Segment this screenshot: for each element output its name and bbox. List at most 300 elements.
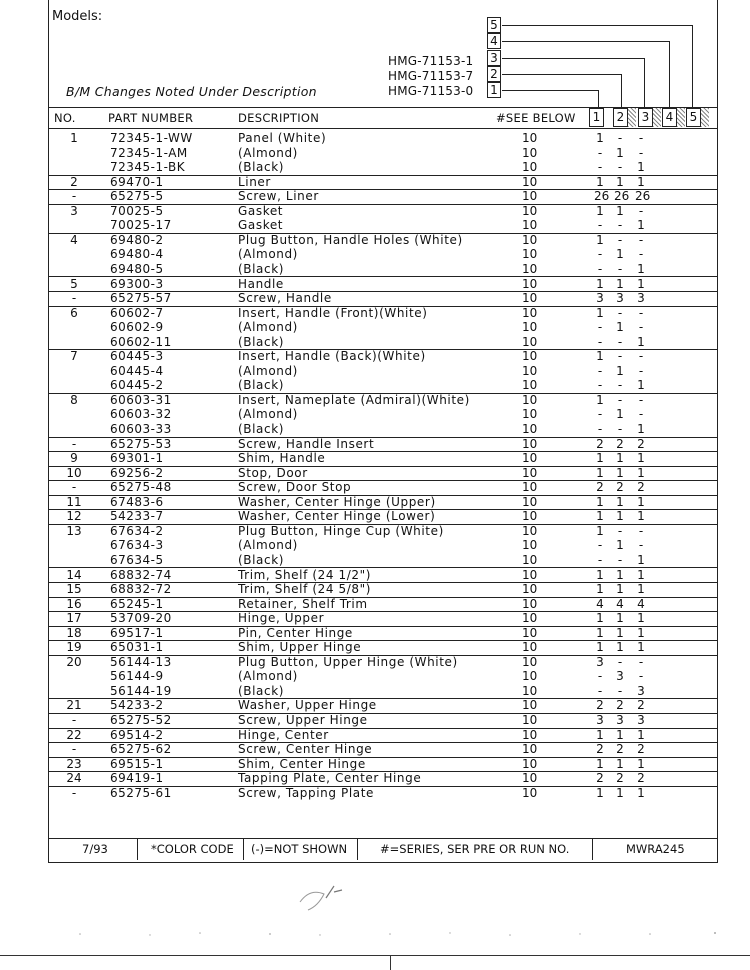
table-row (48, 669, 717, 684)
item-number: - (71, 480, 77, 495)
series-1-qty: - (597, 538, 603, 553)
series-box-4: 4 (662, 108, 677, 127)
part-number: 67634-2 (110, 523, 164, 538)
series-3-qty: 1 (637, 276, 645, 291)
series-3-qty: - (638, 203, 644, 218)
series-3-qty: 1 (637, 334, 645, 349)
series-1-qty: 1 (596, 131, 604, 145)
see-below-value: 10 (522, 363, 538, 378)
see-below-value: 10 (522, 785, 538, 800)
series-3-qty: - (638, 131, 644, 145)
part-description: (Black) (238, 422, 285, 436)
series-1-qty: 3 (596, 713, 604, 727)
series-3-qty: - (638, 654, 644, 669)
series-3-qty: - (638, 145, 644, 160)
series-3-qty: - (638, 669, 644, 684)
series-2-qty: - (617, 378, 623, 393)
series-1-qty: 1 (596, 465, 604, 480)
part-number: 60602-7 (110, 305, 164, 320)
series-3-qty: 1 (637, 625, 645, 640)
header-bottom-rule (48, 128, 717, 129)
series-1-qty: 2 (596, 698, 604, 713)
series-3-qty: 2 (637, 771, 645, 786)
series-1-qty: - (597, 160, 603, 175)
table-row (48, 568, 717, 584)
item-number: 23 (66, 756, 82, 771)
series-2-qty: 2 (616, 480, 624, 495)
part-number: 54233-2 (110, 698, 164, 713)
item-number: 11 (66, 494, 82, 509)
series-2-qty: 1 (616, 567, 624, 582)
table-row (48, 175, 717, 191)
see-below-value: 10 (522, 698, 538, 713)
part-number: 60445-3 (110, 349, 164, 364)
series-2-qty: - (617, 654, 623, 669)
series-3-qty: 1 (637, 567, 645, 582)
part-number: 69514-2 (110, 727, 164, 742)
series-2-qty: 1 (616, 407, 624, 422)
part-number: 69480-4 (110, 247, 164, 262)
part-number: 69480-2 (110, 232, 164, 247)
part-number: 56144-13 (110, 654, 172, 669)
table-row (48, 771, 717, 787)
col-header-see-below: #SEE BELOW (496, 111, 576, 125)
table-row (48, 451, 717, 467)
table-row (48, 349, 717, 364)
series-3-qty: 1 (637, 160, 645, 175)
table-row (48, 262, 717, 278)
part-description: Insert, Nameplate (Admiral)(White) (238, 392, 470, 407)
part-number: 70025-17 (110, 218, 172, 233)
series-2-qty: 1 (616, 203, 624, 218)
item-number: - (71, 785, 77, 800)
see-below-value: 10 (522, 742, 538, 757)
part-number: 69517-1 (110, 625, 164, 640)
see-below-value: 10 (522, 305, 538, 320)
table-row (48, 422, 717, 438)
part-number: 69301-1 (110, 451, 164, 466)
series-3-qty: 1 (637, 785, 645, 800)
leader-line-5 (502, 25, 692, 26)
part-number: 68832-72 (110, 582, 172, 597)
leader-line-3 (502, 58, 644, 59)
series-3-qty: 26 (635, 189, 651, 204)
part-description: Screw, Center Hinge (238, 742, 373, 757)
series-3-qty: - (638, 247, 644, 262)
series-1-qty: - (597, 334, 603, 349)
part-number: 65275-5 (110, 189, 164, 204)
item-number: - (71, 436, 77, 451)
series-3-qty: - (638, 538, 644, 553)
part-description: Plug Button, Upper Hinge (White) (238, 654, 458, 669)
series-1-qty: 1 (596, 567, 604, 582)
table-row (48, 407, 717, 422)
series-1-qty: 4 (596, 596, 604, 611)
scan-noise (60, 930, 730, 938)
part-description: Hinge, Center (238, 727, 329, 742)
see-below-value: 10 (522, 523, 538, 538)
table-row (48, 538, 717, 553)
series-1-qty: 1 (596, 494, 604, 509)
item-number: 2 (70, 174, 78, 189)
see-below-value: 10 (522, 334, 538, 349)
item-number: 15 (66, 582, 82, 597)
leader-line-1 (502, 90, 598, 91)
series-2-qty: 1 (616, 756, 624, 771)
part-description: Screw, Handle (238, 291, 332, 306)
see-below-value: 10 (522, 422, 538, 436)
part-description: Plug Button, Hinge Cup (White) (238, 523, 444, 538)
bm-changes-note: B/M Changes Noted Under Description (66, 84, 317, 99)
see-below-value: 10 (522, 276, 538, 291)
series-3-qty: - (638, 407, 644, 422)
footer-divider (243, 838, 244, 860)
part-description: Insert, Handle (Front)(White) (238, 305, 428, 320)
series-2-qty: 1 (616, 145, 624, 160)
table-row (48, 728, 717, 744)
see-below-value: 10 (522, 756, 538, 771)
series-2-qty: 3 (616, 291, 624, 306)
part-number: 65275-57 (110, 291, 172, 306)
part-description: Tapping Plate, Center Hinge (238, 771, 422, 786)
series-2-qty: 1 (616, 174, 624, 189)
see-below-value: 10 (522, 218, 538, 233)
model-box-3: 3 (487, 50, 501, 66)
part-description: (Almond) (238, 363, 298, 378)
model-box-5: 5 (487, 17, 501, 33)
part-number: 60603-31 (110, 392, 172, 407)
item-number: 7 (70, 349, 78, 364)
series-3-qty: - (638, 320, 644, 335)
see-below-value: 10 (522, 261, 538, 276)
see-below-value: 10 (522, 727, 538, 742)
table-row (48, 786, 717, 801)
series-2-qty: 1 (616, 611, 624, 626)
see-below-value: 10 (522, 640, 538, 655)
see-below-value: 10 (522, 378, 538, 393)
part-number: 65031-1 (110, 640, 164, 655)
series-3-qty: 1 (637, 582, 645, 597)
item-number: - (71, 742, 77, 757)
series-shading (628, 108, 636, 127)
leader-drop-4 (669, 41, 670, 108)
table-row (48, 582, 717, 598)
series-1-qty: 2 (596, 771, 604, 786)
series-1-qty: 3 (596, 654, 604, 669)
item-number: 6 (70, 305, 78, 320)
part-description: Trim, Shelf (24 1/2") (238, 567, 372, 582)
models-label: Models: (52, 9, 103, 24)
series-3-qty: 2 (637, 480, 645, 495)
series-2-qty: 4 (616, 596, 624, 611)
part-number: 60602-11 (110, 334, 172, 349)
series-box-3: 3 (638, 108, 653, 127)
series-2-qty: 1 (616, 640, 624, 655)
part-number: 67634-3 (110, 538, 164, 553)
series-2-qty: - (617, 232, 623, 247)
part-description: (Black) (238, 683, 285, 698)
part-number: 60603-32 (110, 407, 172, 422)
footer-series-note: #=SERIES, SER PRE OR RUN NO. (380, 842, 570, 856)
see-below-value: 10 (522, 465, 538, 480)
see-below-value: 10 (522, 160, 538, 175)
series-2-qty: 1 (616, 320, 624, 335)
series-2-qty: 1 (616, 509, 624, 524)
series-1-qty: 1 (596, 392, 604, 407)
table-row (48, 160, 717, 176)
series-1-qty: - (597, 145, 603, 160)
see-below-value: 10 (522, 669, 538, 684)
series-2-qty: - (617, 523, 623, 538)
part-number: 65275-62 (110, 742, 172, 757)
col-header-no: NO. (54, 111, 76, 125)
item-number: 17 (66, 611, 82, 626)
series-3-qty: 1 (637, 509, 645, 524)
table-row (48, 364, 717, 379)
series-1-qty: - (597, 683, 603, 698)
table-row (48, 553, 717, 569)
see-below-value: 10 (522, 247, 538, 262)
item-number: - (71, 291, 77, 306)
series-3-qty: 3 (637, 683, 645, 698)
table-row (48, 597, 717, 613)
item-number: 21 (66, 698, 82, 713)
series-2-qty: - (617, 552, 623, 567)
part-description: (Almond) (238, 247, 298, 262)
part-description: Screw, Liner (238, 189, 319, 204)
see-below-value: 10 (522, 713, 538, 727)
series-3-qty: - (638, 392, 644, 407)
series-3-qty: 1 (637, 756, 645, 771)
series-3-qty: 1 (637, 378, 645, 393)
series-2-qty: 1 (616, 451, 624, 466)
series-1-qty: 1 (596, 305, 604, 320)
series-1-qty: 1 (596, 276, 604, 291)
item-number: - (71, 713, 77, 727)
part-description: Insert, Handle (Back)(White) (238, 349, 426, 364)
part-description: Screw, Handle Insert (238, 436, 375, 451)
series-1-qty: 1 (596, 232, 604, 247)
series-2-qty: 2 (616, 698, 624, 713)
table-row (48, 146, 717, 161)
model-box-1: 1 (487, 82, 501, 98)
table-row (48, 131, 717, 146)
series-shading (653, 108, 661, 127)
part-description: (Black) (238, 378, 285, 393)
part-number: 69515-1 (110, 756, 164, 771)
part-number: 68832-74 (110, 567, 172, 582)
series-1-qty: - (597, 422, 603, 436)
series-3-qty: 2 (637, 698, 645, 713)
part-description: (Black) (238, 261, 285, 276)
part-number: 65275-52 (110, 713, 172, 727)
table-row (48, 335, 717, 351)
see-below-value: 10 (522, 145, 538, 160)
series-3-qty: 1 (637, 727, 645, 742)
series-3-qty: 1 (637, 451, 645, 466)
see-below-value: 10 (522, 596, 538, 611)
part-description: Plug Button, Handle Holes (White) (238, 232, 463, 247)
series-1-qty: - (597, 407, 603, 422)
part-description: (Almond) (238, 320, 298, 335)
series-2-qty: 1 (616, 494, 624, 509)
item-number: 4 (70, 232, 78, 247)
part-number: 53709-20 (110, 611, 172, 626)
see-below-value: 10 (522, 232, 538, 247)
model-number: HMG-71153-0 (388, 84, 474, 98)
series-2-qty: 3 (616, 713, 624, 727)
series-2-qty: - (617, 392, 623, 407)
part-description: (Almond) (238, 538, 298, 553)
page-bottom-tick (390, 955, 391, 970)
series-1-qty: 2 (596, 436, 604, 451)
part-number: 69470-1 (110, 174, 164, 189)
series-3-qty: - (638, 523, 644, 538)
table-row (48, 393, 717, 408)
table-row (48, 320, 717, 335)
table-row (48, 495, 717, 511)
part-description: (Almond) (238, 669, 298, 684)
series-1-qty: - (597, 247, 603, 262)
series-2-qty: - (617, 160, 623, 175)
part-number: 56144-9 (110, 669, 164, 684)
part-description: Liner (238, 174, 271, 189)
series-3-qty: 2 (637, 742, 645, 757)
part-number: 60445-4 (110, 363, 164, 378)
table-row (48, 437, 717, 453)
table-row (48, 611, 717, 627)
leader-drop-1 (598, 90, 599, 108)
series-1-qty: 1 (596, 625, 604, 640)
series-1-qty: - (597, 669, 603, 684)
table-row (48, 378, 717, 394)
series-2-qty: - (617, 218, 623, 233)
footer-divider (357, 838, 358, 860)
series-3-qty: 3 (637, 713, 645, 727)
series-1-qty: - (597, 218, 603, 233)
item-number: 18 (66, 625, 82, 640)
table-row (48, 306, 717, 321)
see-below-value: 10 (522, 771, 538, 786)
footer-doc-code: MWRA245 (626, 842, 685, 856)
part-number: 60603-33 (110, 422, 172, 436)
part-description: Washer, Center Hinge (Upper) (238, 494, 436, 509)
part-number: 69419-1 (110, 771, 164, 786)
see-below-value: 10 (522, 189, 538, 204)
series-box-1: 1 (589, 108, 604, 127)
part-description: (Almond) (238, 145, 298, 160)
footer-divider (137, 838, 138, 860)
series-3-qty: 1 (637, 494, 645, 509)
series-2-qty: 1 (616, 247, 624, 262)
part-description: Handle (238, 276, 284, 291)
see-below-value: 10 (522, 436, 538, 451)
see-below-value: 10 (522, 131, 538, 145)
item-number: 8 (70, 392, 78, 407)
series-3-qty: 2 (637, 436, 645, 451)
see-below-value: 10 (522, 611, 538, 626)
table-row (48, 713, 717, 729)
series-1-qty: 1 (596, 451, 604, 466)
series-3-qty: 1 (637, 465, 645, 480)
series-1-qty: 1 (596, 785, 604, 800)
part-description: Shim, Upper Hinge (238, 640, 362, 655)
series-2-qty: 3 (616, 669, 624, 684)
series-1-qty: - (597, 320, 603, 335)
series-box-2: 2 (613, 108, 628, 127)
series-3-qty: - (638, 349, 644, 364)
series-shading (701, 108, 709, 127)
series-3-qty: - (638, 363, 644, 378)
model-box-4: 4 (487, 33, 501, 49)
series-2-qty: - (617, 349, 623, 364)
see-below-value: 10 (522, 349, 538, 364)
part-number: 60602-9 (110, 320, 164, 335)
table-row (48, 466, 717, 482)
series-2-qty: 2 (616, 436, 624, 451)
see-below-value: 10 (522, 203, 538, 218)
table-row (48, 277, 717, 293)
part-description: Retainer, Shelf Trim (238, 596, 368, 611)
part-number: 65275-53 (110, 436, 172, 451)
item-number: 10 (66, 465, 82, 480)
series-3-qty: 1 (637, 640, 645, 655)
table-row (48, 640, 717, 656)
series-2-qty: - (617, 305, 623, 320)
part-description: Screw, Door Stop (238, 480, 352, 495)
series-1-qty: 1 (596, 640, 604, 655)
series-1-qty: - (597, 552, 603, 567)
see-below-value: 10 (522, 320, 538, 335)
series-1-qty: 1 (596, 203, 604, 218)
item-number: 22 (66, 727, 82, 742)
item-number: 1 (70, 131, 78, 145)
see-below-value: 10 (522, 392, 538, 407)
table-row (48, 684, 717, 700)
series-1-qty: 1 (596, 727, 604, 742)
series-3-qty: 4 (637, 596, 645, 611)
model-number: HMG-71153-7 (388, 69, 474, 83)
part-number: 72345-1-WW (110, 131, 193, 145)
see-below-value: 10 (522, 480, 538, 495)
col-header-description: DESCRIPTION (238, 111, 320, 125)
item-number: 13 (66, 523, 82, 538)
table-row (48, 626, 717, 642)
part-number: 69256-2 (110, 465, 164, 480)
see-below-value: 10 (522, 174, 538, 189)
series-1-qty: - (597, 261, 603, 276)
series-3-qty: 1 (637, 174, 645, 189)
leader-line-2 (502, 74, 621, 75)
item-number: - (71, 189, 77, 204)
series-2-qty: - (617, 422, 623, 436)
see-below-value: 10 (522, 291, 538, 306)
part-number: 67634-5 (110, 552, 164, 567)
item-number: 9 (70, 451, 78, 466)
part-description: Shim, Center Hinge (238, 756, 366, 771)
series-1-qty: - (597, 378, 603, 393)
leader-drop-5 (692, 25, 693, 108)
item-number: 3 (70, 203, 78, 218)
col-header-part-number: PART NUMBER (108, 111, 194, 125)
item-number: 12 (66, 509, 82, 524)
part-description: Washer, Upper Hinge (238, 698, 377, 713)
part-number: 67483-6 (110, 494, 164, 509)
series-2-qty: 1 (616, 538, 624, 553)
part-description: Screw, Tapping Plate (238, 785, 375, 800)
series-2-qty: - (617, 261, 623, 276)
part-description: Stop, Door (238, 465, 308, 480)
